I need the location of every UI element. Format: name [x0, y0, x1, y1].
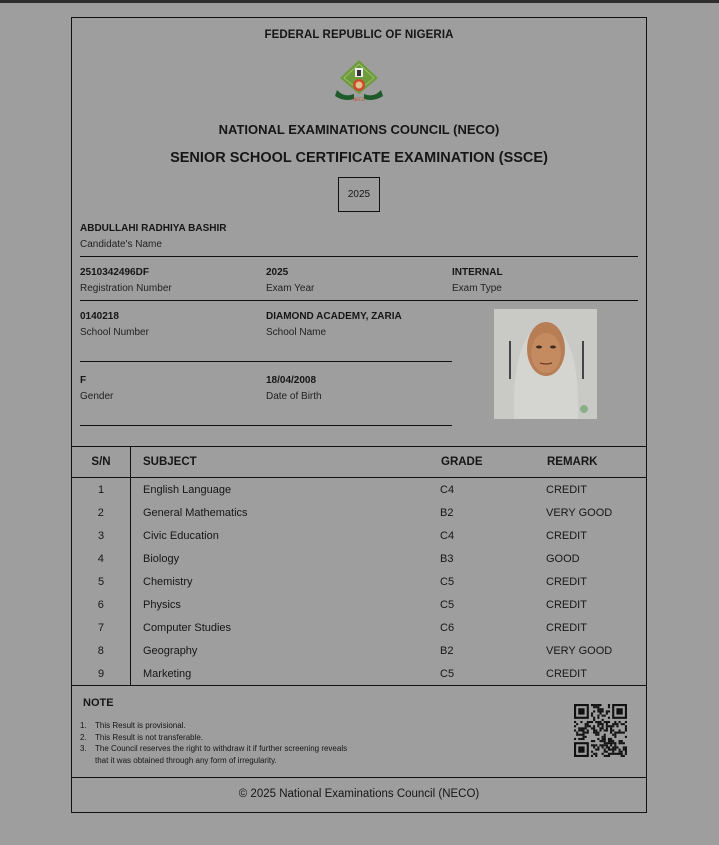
column-header-remark: REMARK [546, 447, 647, 478]
divider [80, 425, 452, 426]
school-name-label: School Name [266, 327, 327, 338]
result-subject: General Mathematics [143, 506, 248, 519]
column-header-sn: S/N [72, 447, 131, 478]
date-of-birth-field [266, 375, 322, 402]
result-remark: CREDIT [546, 570, 647, 593]
note-number: 1. [80, 721, 87, 730]
result-row [72, 524, 647, 547]
note-line: This Result is provisional. [95, 721, 186, 730]
result-remark: VERY GOOD [546, 644, 613, 657]
result-sn: 4 [72, 547, 131, 570]
gender: F [80, 375, 87, 386]
result-subject: Physics [143, 598, 181, 611]
results-table [71, 446, 647, 686]
result-grade: C5 [440, 662, 546, 686]
divider [80, 300, 638, 301]
school-number-label: School Number [80, 327, 149, 338]
candidate-name: ABDULLAHI RADHIYA BASHIR [80, 223, 227, 234]
school-name-field [266, 311, 402, 338]
result-grade: C4 [440, 483, 455, 496]
result-sn: 5 [72, 570, 131, 593]
exam-heading: SENIOR SCHOOL CERTIFICATE EXAMINATION (SSCE) [170, 150, 548, 166]
note-line: The Council reserves the right to withdraw it if further screening reveals [95, 744, 348, 753]
qr-code-icon [574, 704, 627, 757]
result-sn: 7 [72, 616, 131, 639]
note-text [95, 732, 203, 744]
result-remark: GOOD [546, 552, 580, 565]
column-header-grade: GRADE [440, 447, 546, 478]
neco-logo-icon [334, 58, 384, 102]
result-subject: Biology [143, 552, 180, 565]
result-remark: CREDIT [546, 524, 647, 547]
school-number: 0140218 [80, 311, 119, 322]
footer-divider [72, 777, 646, 778]
candidate-name-label: Candidate's Name [80, 239, 162, 250]
result-row [72, 616, 647, 639]
note-number: 2. [80, 732, 87, 742]
result-subject: Marketing [131, 662, 441, 686]
notes-list [80, 720, 347, 766]
note-text [95, 720, 186, 732]
note-item [80, 743, 347, 766]
result-remark: CREDIT [546, 616, 647, 639]
candidate-name-field [80, 223, 226, 250]
result-row [72, 593, 647, 616]
svg-text:NECO: NECO [353, 97, 365, 102]
result-remark: VERY GOOD [546, 506, 613, 519]
result-sn: 2 [72, 501, 131, 524]
result-remark: CREDIT [546, 478, 647, 502]
exam-year: 2025 [266, 267, 289, 278]
result-row [72, 639, 647, 662]
country-heading: FEDERAL REPUBLIC OF NIGERIA [264, 29, 454, 41]
result-grade: B2 [440, 644, 454, 657]
result-grade: C5 [440, 575, 455, 588]
result-sn: 6 [72, 593, 131, 616]
exam-year-box: 2025 [338, 177, 380, 212]
result-subject: Computer Studies [143, 621, 232, 634]
gender-label: Gender [80, 391, 114, 402]
note-item [80, 720, 347, 732]
exam-type-field [452, 267, 503, 294]
note-line: This Result is not transferable. [95, 732, 204, 742]
result-grade: C6 [440, 621, 455, 634]
result-grade: B3 [440, 552, 454, 565]
registration-number: 2510342496DF [80, 267, 149, 278]
result-grade: C4 [440, 529, 455, 542]
result-grade: B2 [440, 506, 454, 519]
result-sn: 3 [72, 524, 131, 547]
result-subject: English Language [143, 483, 232, 496]
gender-field [80, 375, 113, 402]
note-title: NOTE [83, 697, 114, 709]
results-header-row [72, 447, 647, 478]
result-row [72, 501, 647, 524]
note-item [80, 732, 347, 744]
date-of-birth-label: Date of Birth [266, 391, 322, 402]
result-row [72, 547, 647, 570]
council-heading: NATIONAL EXAMINATIONS COUNCIL (NECO) [218, 122, 500, 137]
exam-type-label: Exam Type [452, 283, 502, 294]
result-subject: Civic Education [143, 529, 219, 542]
exam-type: INTERNAL [452, 267, 503, 278]
column-header-subject: SUBJECT [131, 447, 441, 478]
exam-year-label: Exam Year [266, 283, 315, 294]
result-remark: CREDIT [546, 598, 587, 611]
divider [80, 361, 452, 362]
result-sn: 9 [72, 662, 131, 686]
registration-number-field [80, 267, 172, 294]
divider [80, 256, 638, 257]
result-subject: Chemistry [143, 575, 193, 588]
note-number: 3. [80, 744, 87, 753]
school-number-field [80, 311, 149, 338]
result-row [72, 662, 647, 686]
date-of-birth: 18/04/2008 [266, 375, 317, 386]
result-grade: C5 [440, 598, 455, 611]
note-line: that it was obtained through any form of irregularity. [95, 755, 277, 765]
candidate-photo [494, 309, 597, 419]
result-subject: Geography [143, 644, 198, 657]
result-remark: CREDIT [546, 662, 647, 686]
exam-year-field [266, 267, 314, 294]
result-sn: 8 [72, 639, 131, 662]
school-name: DIAMOND ACADEMY, ZARIA [266, 311, 402, 322]
result-row [72, 570, 647, 593]
result-row [72, 478, 647, 502]
result-sheet [71, 17, 647, 813]
note-text [95, 743, 347, 766]
copyright-footer: © 2025 National Examinations Council (NECO) [238, 788, 480, 800]
result-sn: 1 [72, 478, 131, 502]
registration-number-label: Registration Number [80, 283, 172, 294]
top-bar [0, 0, 719, 3]
